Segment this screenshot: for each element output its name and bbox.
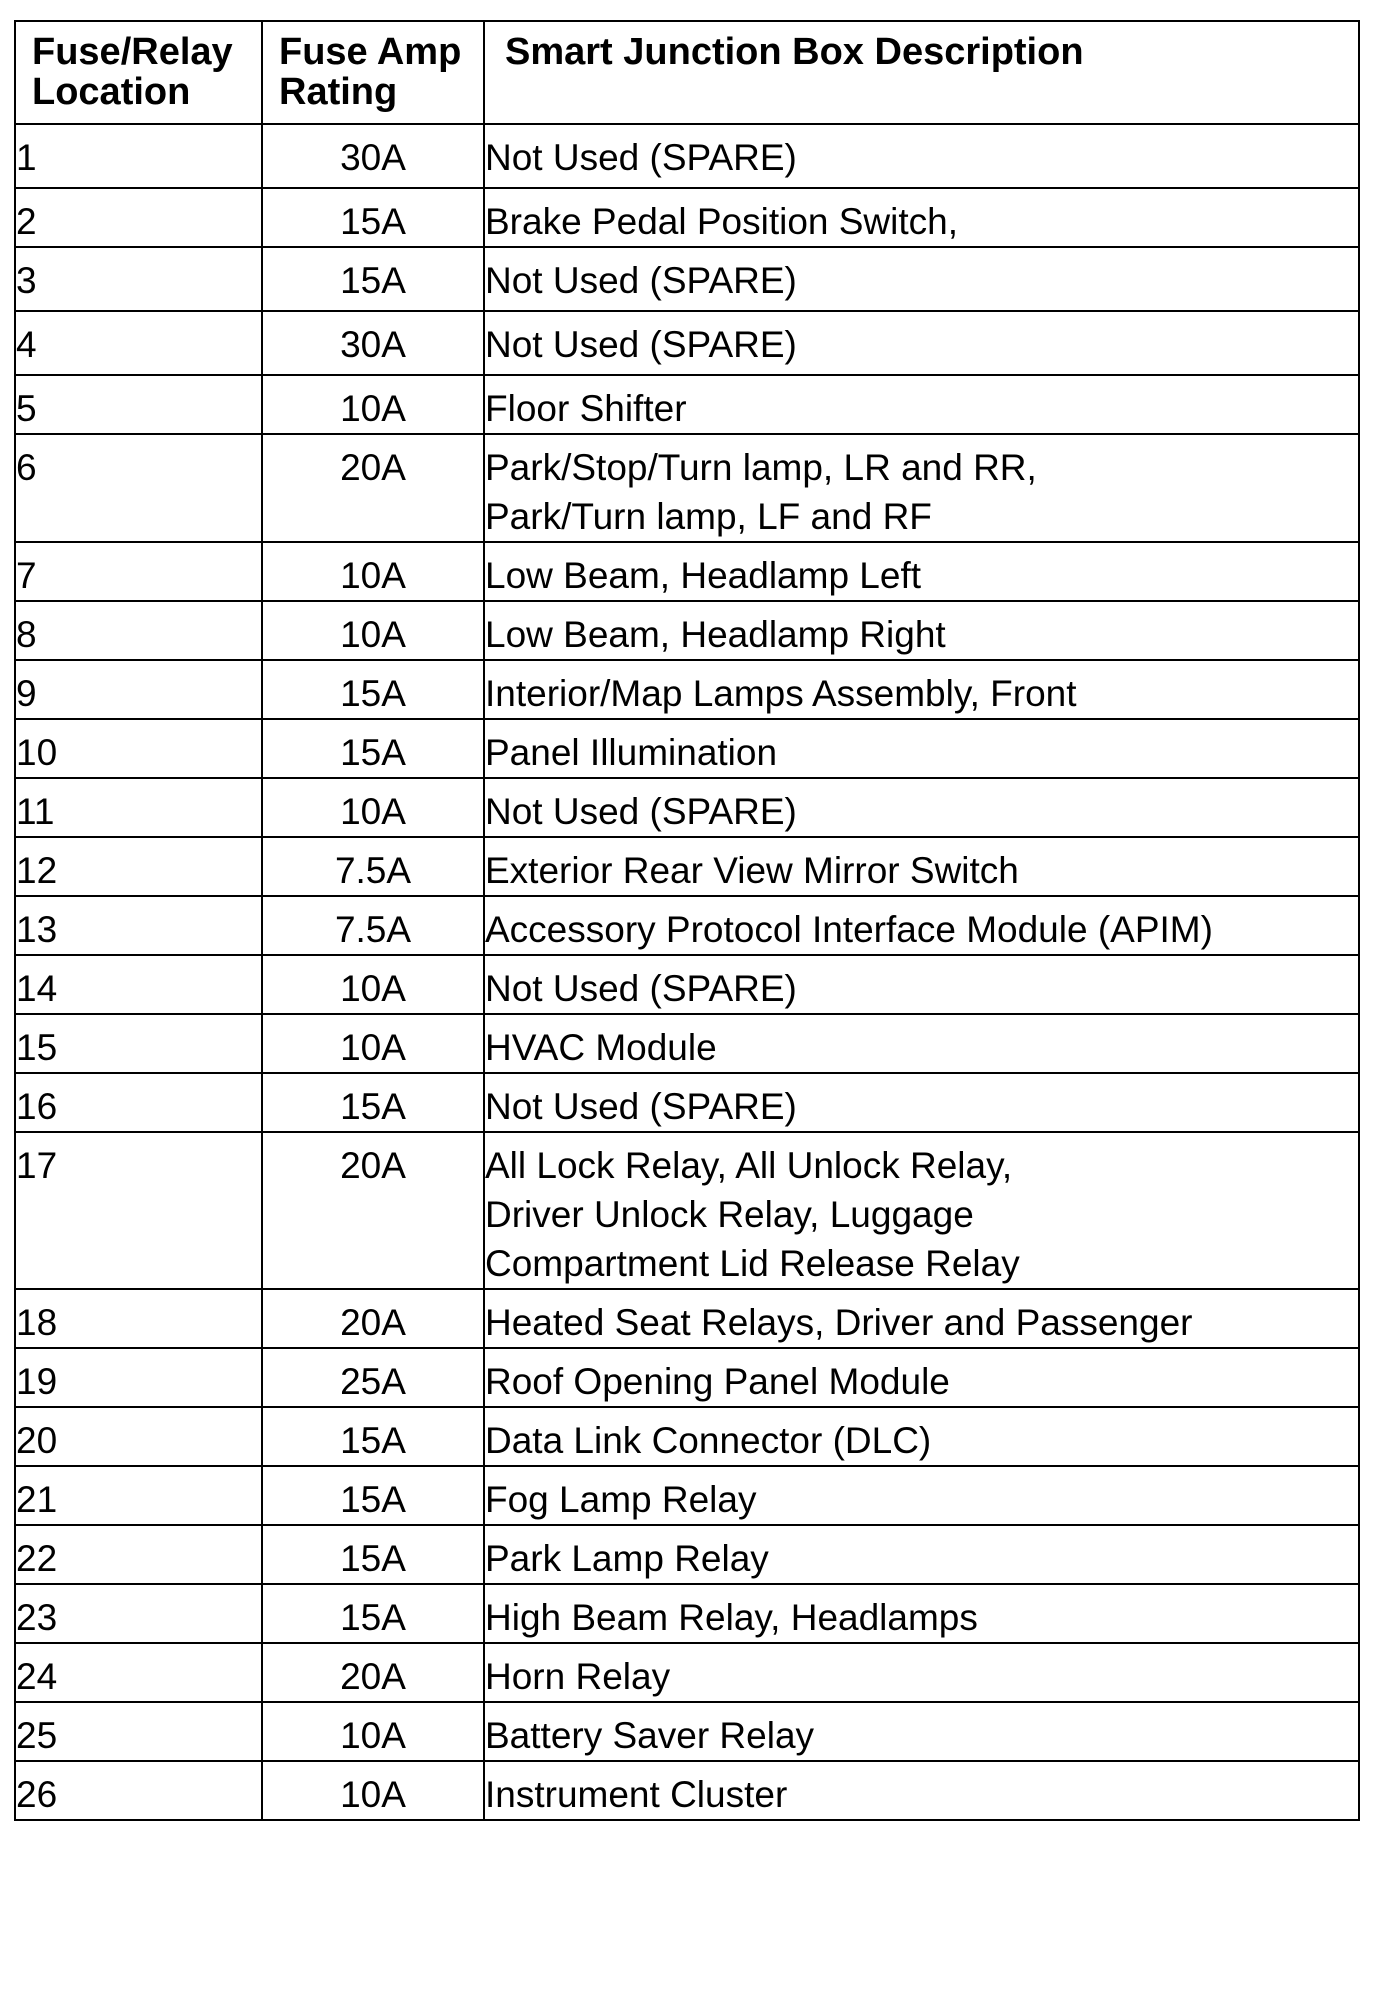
cell-description: [484, 778, 1359, 837]
cell-rating: 10A: [262, 778, 484, 837]
table-row: [15, 719, 1359, 778]
description-line: Instrument Cluster: [485, 1774, 788, 1815]
cell-rating: 10A: [262, 1761, 484, 1820]
cell-description: [484, 434, 1359, 542]
header-row: [15, 21, 1359, 124]
cell-location: 21: [15, 1466, 262, 1525]
description-line: Roof Opening Panel Module: [485, 1361, 950, 1402]
description-line: Not Used (SPARE): [485, 260, 797, 301]
table-row: [15, 1525, 1359, 1584]
cell-rating: 30A: [262, 124, 484, 188]
description-line: Park/Turn lamp, LF and RF: [485, 496, 932, 537]
cell-rating: 15A: [262, 719, 484, 778]
table-row: [15, 1584, 1359, 1643]
description-line: Brake Pedal Position Switch,: [485, 201, 959, 242]
cell-location: 13: [15, 896, 262, 955]
cell-location: 15: [15, 1014, 262, 1073]
cell-description: [484, 1289, 1359, 1348]
cell-description: [484, 1584, 1359, 1643]
cell-location: 24: [15, 1643, 262, 1702]
description-line: Low Beam, Headlamp Right: [485, 614, 946, 655]
cell-description: [484, 1073, 1359, 1132]
description-line: Battery Saver Relay: [485, 1715, 815, 1756]
description-line: Not Used (SPARE): [485, 324, 797, 365]
table-row: [15, 896, 1359, 955]
cell-location: 9: [15, 660, 262, 719]
table-row: [15, 188, 1359, 247]
cell-rating: 15A: [262, 660, 484, 719]
table-row: [15, 1407, 1359, 1466]
table-row: [15, 311, 1359, 375]
cell-rating: 10A: [262, 375, 484, 434]
cell-description: [484, 124, 1359, 188]
table-row: [15, 778, 1359, 837]
description-line: Low Beam, Headlamp Left: [485, 555, 922, 596]
description-line: Fog Lamp Relay: [485, 1479, 757, 1520]
description-line: Heated Seat Relays, Driver and Passenger: [485, 1302, 1193, 1343]
cell-location: 18: [15, 1289, 262, 1348]
cell-rating: 10A: [262, 955, 484, 1014]
table-row: [15, 1702, 1359, 1761]
cell-location: 23: [15, 1584, 262, 1643]
cell-location: 25: [15, 1702, 262, 1761]
cell-rating: 10A: [262, 542, 484, 601]
table-row: [15, 1643, 1359, 1702]
cell-location: 17: [15, 1132, 262, 1289]
table-row: [15, 601, 1359, 660]
table-row: [15, 1073, 1359, 1132]
description-line: Exterior Rear View Mirror Switch: [485, 850, 1019, 891]
description-line: Floor Shifter: [485, 388, 687, 429]
cell-rating: 30A: [262, 311, 484, 375]
cell-location: 20: [15, 1407, 262, 1466]
cell-description: [484, 247, 1359, 311]
cell-location: 10: [15, 719, 262, 778]
cell-description: [484, 542, 1359, 601]
header-location-label: Fuse/Relay Location: [32, 31, 233, 113]
cell-description: [484, 660, 1359, 719]
cell-location: 22: [15, 1525, 262, 1584]
cell-rating: 20A: [262, 1132, 484, 1289]
header-rating-label: Fuse Amp Rating: [279, 31, 462, 113]
cell-location: 4: [15, 311, 262, 375]
table-row: [15, 542, 1359, 601]
table-row: [15, 1132, 1359, 1289]
description-line: Interior/Map Lamps Assembly, Front: [485, 673, 1077, 714]
cell-rating: 15A: [262, 1525, 484, 1584]
table-row: [15, 434, 1359, 542]
cell-description: [484, 955, 1359, 1014]
cell-description: [484, 1702, 1359, 1761]
fuse-table: [14, 20, 1360, 1821]
table-row: [15, 1761, 1359, 1820]
cell-location: 5: [15, 375, 262, 434]
cell-description: [484, 1132, 1359, 1289]
cell-description: [484, 896, 1359, 955]
cell-rating: 25A: [262, 1348, 484, 1407]
header-description-label: Smart Junction Box Description: [505, 31, 1084, 73]
table-row: [15, 124, 1359, 188]
cell-rating: 15A: [262, 247, 484, 311]
description-line: Panel Illumination: [485, 732, 778, 773]
table-row: [15, 1289, 1359, 1348]
table-row: [15, 1466, 1359, 1525]
cell-description: [484, 601, 1359, 660]
cell-description: [484, 1348, 1359, 1407]
description-line: Park Lamp Relay: [485, 1538, 769, 1579]
cell-location: 8: [15, 601, 262, 660]
description-line: Compartment Lid Release Relay: [485, 1243, 1020, 1284]
cell-rating: 20A: [262, 1289, 484, 1348]
cell-location: 16: [15, 1073, 262, 1132]
cell-description: [484, 1761, 1359, 1820]
cell-rating: 20A: [262, 1643, 484, 1702]
header-description: [484, 21, 1359, 124]
description-line: HVAC Module: [485, 1027, 717, 1068]
table-row: [15, 1348, 1359, 1407]
table-row: [15, 247, 1359, 311]
cell-description: [484, 1466, 1359, 1525]
description-line: Park/Stop/Turn lamp, LR and RR,: [485, 447, 1037, 488]
cell-location: 19: [15, 1348, 262, 1407]
header-location: [15, 21, 262, 124]
table-row: [15, 660, 1359, 719]
description-line: Driver Unlock Relay, Luggage: [485, 1194, 974, 1235]
description-line: Not Used (SPARE): [485, 791, 797, 832]
description-line: Accessory Protocol Interface Module (APIM): [485, 909, 1213, 950]
cell-description: [484, 375, 1359, 434]
table-row: [15, 375, 1359, 434]
description-line: Not Used (SPARE): [485, 137, 797, 178]
cell-rating: 7.5A: [262, 896, 484, 955]
description-line: Horn Relay: [485, 1656, 671, 1697]
cell-rating: 10A: [262, 1702, 484, 1761]
cell-rating: 15A: [262, 1466, 484, 1525]
cell-description: [484, 1407, 1359, 1466]
cell-description: [484, 1643, 1359, 1702]
table-body: [15, 124, 1359, 1820]
cell-location: 3: [15, 247, 262, 311]
cell-rating: 10A: [262, 1014, 484, 1073]
table-row: [15, 955, 1359, 1014]
cell-description: [484, 311, 1359, 375]
cell-location: 2: [15, 188, 262, 247]
cell-description: [484, 719, 1359, 778]
description-line: Not Used (SPARE): [485, 968, 797, 1009]
cell-location: 26: [15, 1761, 262, 1820]
cell-description: [484, 837, 1359, 896]
cell-location: 7: [15, 542, 262, 601]
cell-location: 1: [15, 124, 262, 188]
cell-rating: 15A: [262, 1584, 484, 1643]
cell-description: [484, 1014, 1359, 1073]
description-line: High Beam Relay, Headlamps: [485, 1597, 978, 1638]
cell-rating: 20A: [262, 434, 484, 542]
table-row: [15, 1014, 1359, 1073]
cell-description: [484, 188, 1359, 247]
cell-rating: 15A: [262, 1407, 484, 1466]
cell-rating: 15A: [262, 188, 484, 247]
cell-location: 6: [15, 434, 262, 542]
cell-location: 14: [15, 955, 262, 1014]
cell-rating: 7.5A: [262, 837, 484, 896]
table-row: [15, 837, 1359, 896]
cell-description: [484, 1525, 1359, 1584]
header-rating: [262, 21, 484, 124]
cell-location: 12: [15, 837, 262, 896]
description-line: Data Link Connector (DLC): [485, 1420, 932, 1461]
cell-location: 11: [15, 778, 262, 837]
cell-rating: 15A: [262, 1073, 484, 1132]
description-line: All Lock Relay, All Unlock Relay,: [485, 1145, 1013, 1186]
description-line: Not Used (SPARE): [485, 1086, 797, 1127]
cell-rating: 10A: [262, 601, 484, 660]
